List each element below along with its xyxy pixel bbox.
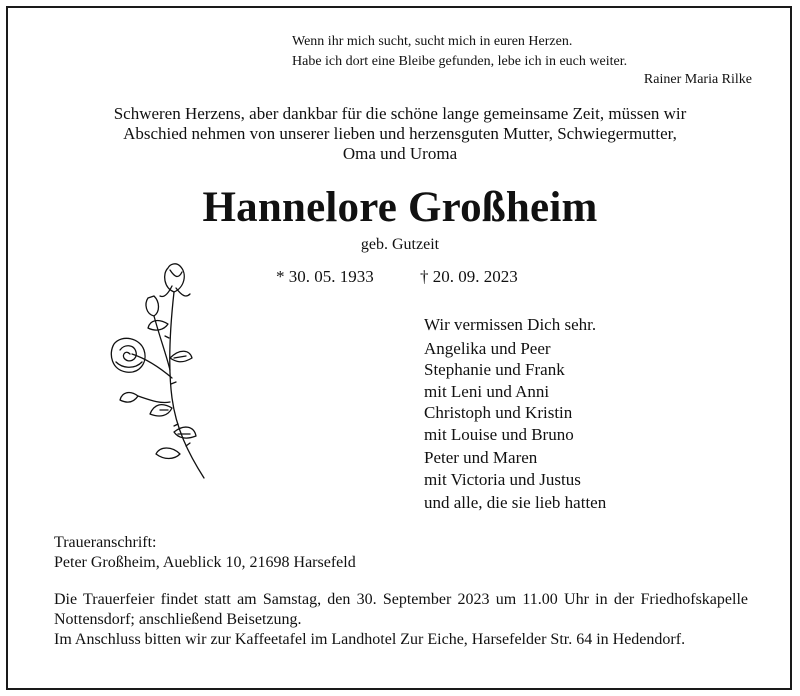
death-date: † 20. 09. 2023 [420, 267, 518, 286]
family-member: mit Louise und Bruno [424, 424, 574, 444]
intro-line-2: Abschied nehmen von unserer lieben und herzensguten Mutter, Schwiegermutter, [123, 124, 677, 143]
intro-line-1: Schweren Herzens, aber dankbar für die schöne lange gemeinsame Zeit, müssen wir [113, 104, 687, 123]
quote-author: Rainer Maria Rilke [643, 72, 752, 87]
address-label: Traueranschrift: [54, 534, 157, 551]
ceremony-text-2: Im Anschluss bitten wir zur Kaffeetafel im Landhotel Zur Eiche, Harsefelder Str. 64 in Hedendorf. [54, 631, 686, 648]
rose-illustration-icon [98, 258, 216, 482]
mourning-address [54, 533, 356, 573]
family-member: Angelika und Peer [424, 338, 551, 358]
family-member: Christoph und Kristin [424, 403, 573, 422]
family-member: Peter und Maren [424, 448, 538, 467]
intro-text [0, 104, 800, 164]
family-closing: und alle, die sie lieb hatten [424, 493, 607, 512]
birth-date: * 30. 05. 1933 [276, 267, 374, 286]
quote-line-1: Wenn ihr mich sucht, sucht mich in euren Herzen. [292, 34, 573, 49]
family-member: mit Leni und Anni [424, 381, 550, 401]
quote-line-2: Habe ich dort eine Bleibe gefunden, lebe ich in euch weiter. [292, 54, 628, 69]
deceased-name: Hannelore Großheim [202, 184, 598, 231]
family-member: Stephanie und Frank [424, 360, 565, 379]
maiden-name: geb. Gutzeit [360, 236, 440, 253]
ceremony-info [54, 590, 748, 650]
family-member: mit Victoria und Justus [424, 469, 581, 489]
intro-line-3: Oma und Uroma [342, 144, 458, 163]
ceremony-text-1: Die Trauerfeier findet statt am Samstag, den 30. September 2023 um 11.00 Uhr in der Friedhofskapelle Nottensdorf; anschließend Beisetzung. [54, 591, 748, 628]
family-signatures [424, 314, 606, 514]
miss-line: Wir vermissen Dich sehr. [424, 315, 597, 334]
address-value: Peter Großheim, Aueblick 10, 21698 Harsefeld [54, 554, 356, 571]
